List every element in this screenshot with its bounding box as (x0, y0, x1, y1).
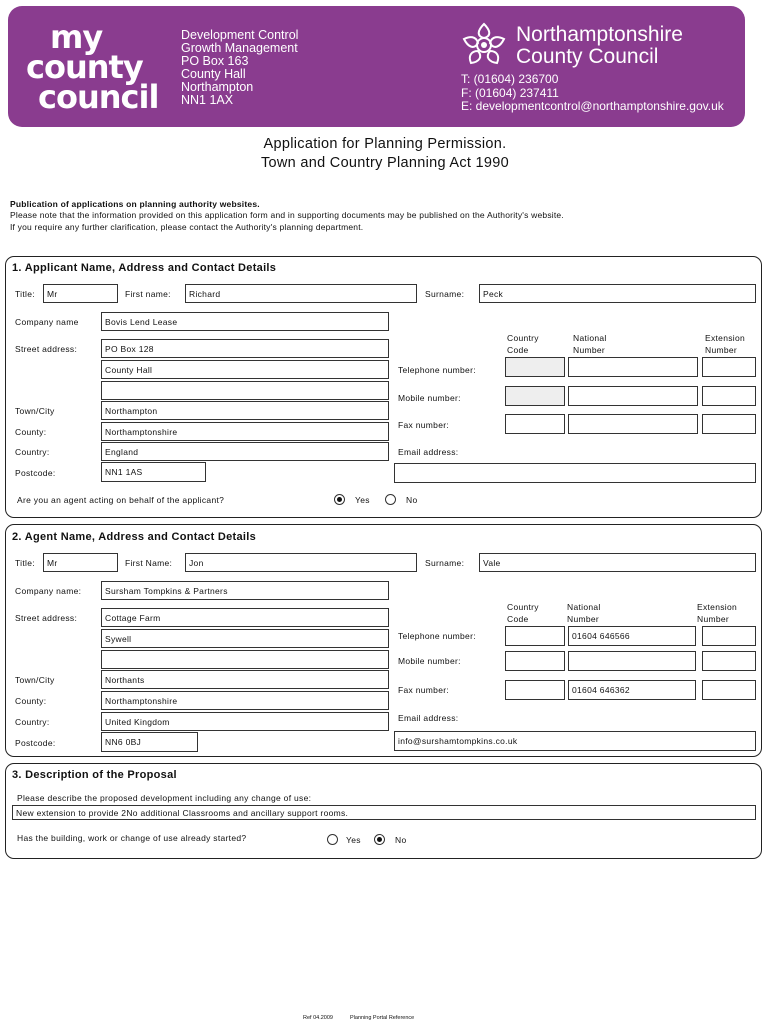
applicant-county-label: County: (15, 427, 47, 437)
agent-fax-label: Fax number: (398, 685, 450, 695)
applicant-town-field[interactable]: Northampton (101, 401, 389, 420)
agent-no-radio[interactable] (385, 494, 396, 505)
applicant-country-label: Country: (15, 447, 50, 457)
agent-fax-national[interactable]: 01604 646362 (568, 680, 696, 700)
applicant-company-field[interactable]: Bovis Lend Lease (101, 312, 389, 331)
applicant-fax-extension[interactable] (702, 414, 756, 434)
tudor-rose-icon (459, 20, 509, 70)
footer-reference: Ref 04.2009 (303, 1015, 333, 1021)
agent-title-field[interactable]: Mr (43, 553, 118, 572)
applicant-first-name-label: First name: (125, 289, 171, 299)
agent-email-field[interactable]: info@surshamtompkins.co.uk (394, 731, 756, 751)
agent-surname-label: Surname: (425, 558, 465, 568)
agent-postcode-label: Postcode: (15, 738, 56, 748)
proposal-prompt-label: Please describe the proposed development including any change of use: (17, 793, 312, 803)
applicant-title-field[interactable]: Mr (43, 284, 118, 303)
agent-first-name-label: First Name: (125, 558, 173, 568)
applicant-county-field[interactable]: Northamptonshire (101, 422, 389, 441)
council-email: E: developmentcontrol@northamptonshire.gov.uk (461, 99, 724, 113)
applicant-fax-country-code[interactable] (505, 414, 565, 434)
council-contact-details (461, 73, 724, 114)
applicant-telephone-country-code[interactable] (505, 357, 565, 377)
applicant-email-field[interactable] (394, 463, 756, 483)
agent-mobile-national[interactable] (568, 651, 696, 671)
agent-company-field[interactable]: Sursham Tompkins & Partners (101, 581, 389, 600)
applicant-town-label: Town/City (15, 406, 55, 416)
applicant-national-number-header: National Number (573, 333, 607, 355)
applicant-country-field[interactable]: England (101, 442, 389, 461)
agent-first-name-field[interactable]: Jon (185, 553, 417, 572)
agent-fax-extension[interactable] (702, 680, 756, 700)
agent-town-label: Town/City (15, 675, 55, 685)
started-no-radio[interactable] (374, 834, 385, 845)
agent-title-label: Title: (15, 558, 35, 568)
agent-company-label: Company name: (15, 586, 82, 596)
agent-fax-country-code[interactable] (505, 680, 565, 700)
council-name-line-2: County Council (516, 45, 659, 68)
started-yes-label: Yes (346, 835, 361, 845)
publication-note-1: Please note that the information provided on this application form and in supporting documents may be published on the Authority's website. (10, 210, 564, 220)
applicant-mobile-country-code[interactable] (505, 386, 565, 406)
applicant-mobile-label: Mobile number: (398, 393, 461, 403)
applicant-surname-label: Surname: (425, 289, 465, 299)
proposal-description-field[interactable]: New extension to provide 2No additional Classrooms and ancillary support rooms. (12, 805, 756, 820)
logo-line-2: county (26, 48, 143, 86)
form-title-line-2: Town and Country Planning Act 1990 (261, 155, 509, 171)
agent-telephone-national[interactable]: 01604 646566 (568, 626, 696, 646)
publication-heading: Publication of applications on planning authority websites. (10, 199, 260, 209)
agent-country-label: Country: (15, 717, 50, 727)
council-header-banner (8, 6, 745, 127)
agent-yes-label: Yes (355, 495, 370, 505)
started-question-label: Has the building, work or change of use already started? (17, 833, 247, 843)
agent-mobile-country-code[interactable] (505, 651, 565, 671)
applicant-postcode-label: Postcode: (15, 468, 56, 478)
applicant-extension-header: Extension Number (705, 333, 746, 355)
agent-telephone-extension[interactable] (702, 626, 756, 646)
section-proposal-heading: 3. Description of the Proposal (12, 769, 177, 781)
agent-street-label: Street address: (15, 613, 78, 623)
applicant-fax-national[interactable] (568, 414, 698, 434)
agent-mobile-label: Mobile number: (398, 656, 461, 666)
logo-line-3: council (38, 78, 159, 116)
applicant-fax-label: Fax number: (398, 420, 450, 430)
applicant-email-label: Email address: (398, 447, 459, 457)
applicant-postcode-field[interactable]: NN1 1AS (101, 462, 206, 482)
applicant-street-label: Street address: (15, 344, 78, 354)
applicant-telephone-national[interactable] (568, 357, 698, 377)
agent-national-number-header: National Number (567, 602, 601, 624)
agent-postcode-field[interactable]: NN6 0BJ (101, 732, 198, 752)
agent-telephone-label: Telephone number: (398, 631, 476, 641)
agent-country-code-header: Country Code (507, 602, 539, 624)
applicant-street-line3-field[interactable] (101, 381, 389, 400)
agent-extension-header: Extension Number (697, 602, 738, 624)
agent-question-label: Are you an agent acting on behalf of the applicant? (17, 495, 225, 505)
logo-line-1: my (50, 18, 103, 56)
council-telephone: T: (01604) 236700 (461, 72, 559, 86)
agent-street-line3-field[interactable] (101, 650, 389, 669)
applicant-surname-field[interactable]: Peck (479, 284, 756, 303)
publication-note-2: If you require any further clarification, please contact the Authority's planning department. (10, 222, 364, 232)
agent-no-label: No (406, 495, 418, 505)
started-no-label: No (395, 835, 407, 845)
agent-surname-field[interactable]: Vale (479, 553, 756, 572)
applicant-mobile-extension[interactable] (702, 386, 756, 406)
footer-planning-portal: Planning Portal Reference (350, 1015, 415, 1021)
applicant-telephone-extension[interactable] (702, 357, 756, 377)
agent-county-label: County: (15, 696, 47, 706)
agent-town-field[interactable]: Northants (101, 670, 389, 689)
agent-county-field[interactable]: Northamptonshire (101, 691, 389, 710)
section-applicant-heading: 1. Applicant Name, Address and Contact Details (12, 262, 277, 274)
agent-yes-radio[interactable] (334, 494, 345, 505)
my-county-council-logo (8, 6, 168, 127)
applicant-telephone-label: Telephone number: (398, 365, 476, 375)
section-agent-heading: 2. Agent Name, Address and Contact Details (12, 531, 257, 543)
agent-telephone-country-code[interactable] (505, 626, 565, 646)
applicant-title-label: Title: (15, 289, 35, 299)
applicant-country-code-header: Country Code (507, 333, 539, 355)
applicant-first-name-field[interactable]: Richard (185, 284, 417, 303)
agent-email-label: Email address: (398, 713, 459, 723)
council-name-line-1: Northamptonshire (516, 23, 683, 46)
council-postal-address: Development Control Growth Management PO Box 163 County Hall Northampton NN1 1AX (181, 28, 299, 107)
applicant-company-label: Company name (15, 317, 79, 327)
started-yes-radio[interactable] (327, 834, 338, 845)
applicant-street-line1-field[interactable]: PO Box 128 (101, 339, 389, 358)
applicant-street-line2-field[interactable]: County Hall (101, 360, 389, 379)
council-fax: F: (01604) 237411 (461, 85, 559, 100)
applicant-mobile-national[interactable] (568, 386, 698, 406)
form-title-line-1: Application for Planning Permission. (263, 136, 507, 152)
agent-country-field[interactable]: United Kingdom (101, 712, 389, 731)
agent-street-line2-field[interactable]: Sywell (101, 629, 389, 648)
agent-mobile-extension[interactable] (702, 651, 756, 671)
agent-street-line1-field[interactable]: Cottage Farm (101, 608, 389, 627)
